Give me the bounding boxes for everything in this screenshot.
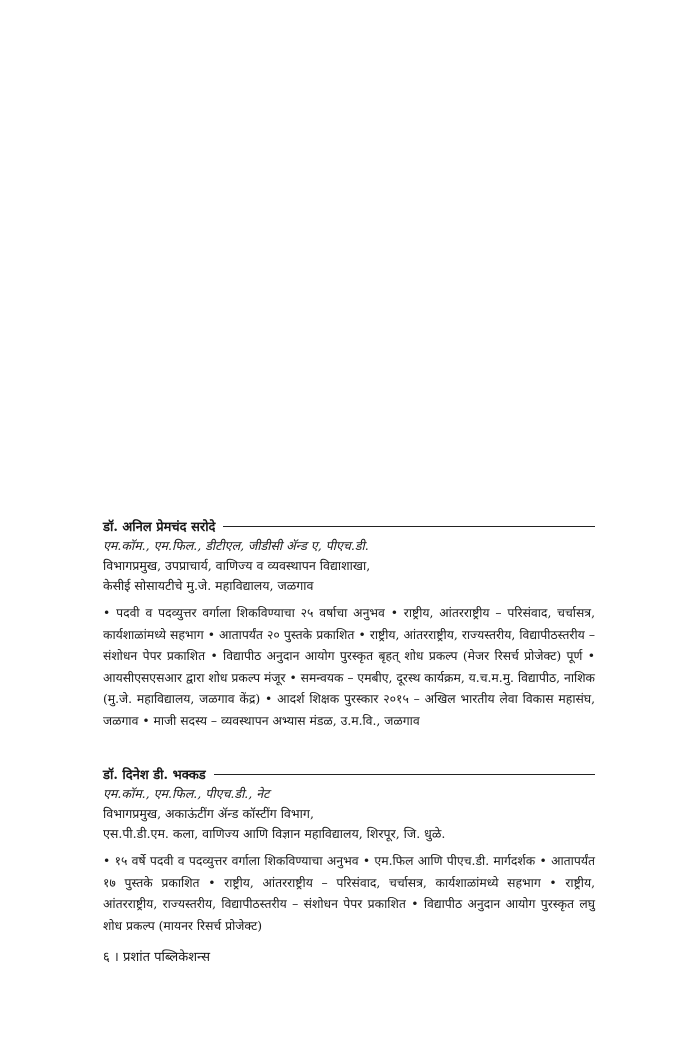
page-number: ६	[103, 950, 110, 965]
author-degrees: एम.कॉम., एम.फिल., डीटीएल, जीडीसी ॲन्ड ए, पीएच.डी.	[103, 538, 369, 553]
author-name: डॉ. दिनेश डी. भक्कड	[103, 768, 206, 783]
author-institution: केसीई सोसायटीचे मु.जे. महाविद्यालय, जळगाव	[103, 578, 314, 593]
heading-rule	[223, 526, 595, 527]
author-heading	[103, 516, 595, 536]
author-profile-2	[103, 764, 595, 937]
author-position: विभागप्रमुख, अकाऊंटींग ॲन्ड कॉस्टींग विभाग,	[103, 806, 314, 821]
author-bio: • १५ वर्षे पदवी व पदव्युत्तर वर्गाला शिकविण्याचा अनुभव • एम.फिल आणि पीएच.डी. मार्गदर्शक • आतापर्यंत १७ पुस्तके प्रकाशित • राष्ट्रीय, आंतरराष्ट्रीय – परिसंवाद, चर्चासत्र, कार्यशाळांमध्ये सहभाग • राष्ट्रीय, आंतरराष्ट्रीय, राज्यस्तरीय, विद्यापीठस्तरीय – संशोधन पेपर प्रकाशित • विद्यापीठ अनुदान आयोग पुरस्कृत लघु शोध प्रकल्प (मायनर रिसर्च प्रोजेक्ट)	[103, 854, 595, 933]
author-bio: • पदवी व पदव्युत्तर वर्गाला शिकविण्याचा २५ वर्षाचा अनुभव • राष्ट्रीय, आंतरराष्ट्रीय – परिसंवाद, चर्चासत्र, कार्यशाळांमध्ये सहभाग • आतापर्यंत २० पुस्तके प्रकाशित • राष्ट्रीय, आंतरराष्ट्रीय, राज्यस्तरीय, विद्यापीठस्तरीय – संशोधन पेपर प्रकाशित • विद्यापीठ अनुदान आयोग पुरस्कृत बृहत् शोध प्रकल्प (मेजर रिसर्च प्रोजेक्ट) पूर्ण • आयसीएसएसआर द्वारा शोध प्रकल्प मंजूर • समन्वयक – एमबीए, दूरस्थ कार्यक्रम, य.च.म.मु. विद्यापीठ, नाशिक (मु.जे. महाविद्यालय, जळगाव केंद्र) • आदर्श शिक्षक पुरस्कार २०१५ – अखिल भारतीय लेवा विकास महासंघ, जळगाव • माजी सदस्य – व्यवस्थापन अभ्यास मंडळ, उ.म.वि., जळगाव	[103, 606, 595, 728]
author-degrees: एम.कॉम., एम.फिल., पीएच.डी., नेट	[103, 786, 270, 801]
author-institution: एस.पी.डी.एम. कला, वाणिज्य आणि विज्ञान महाविद्यालय, शिरपूर, जि. धुळे.	[103, 826, 446, 841]
author-name: डॉ. अनिल प्रेमचंद सरोदे	[103, 520, 216, 535]
footer-separator: ।	[113, 950, 119, 965]
page-footer	[103, 948, 210, 968]
heading-rule	[214, 774, 595, 775]
publisher-name: प्रशांत पब्लिकेशन्स	[122, 950, 211, 965]
author-position: विभागप्रमुख, उपप्राचार्य, वाणिज्य व व्यवस्थापन विद्याशाखा,	[103, 558, 371, 573]
author-heading	[103, 764, 595, 784]
author-profile-1	[103, 516, 595, 732]
